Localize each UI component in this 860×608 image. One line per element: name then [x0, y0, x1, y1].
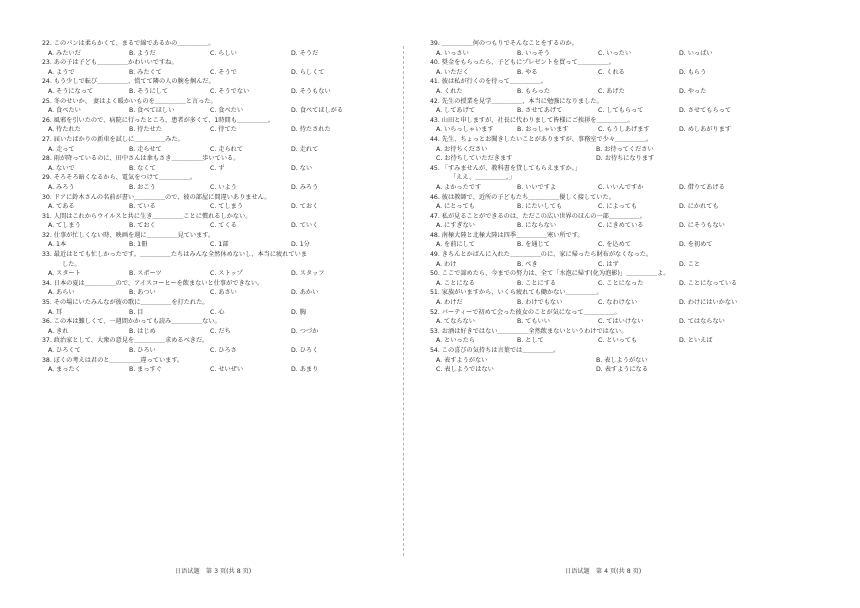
answer-option: D. あかい	[291, 289, 319, 297]
question-text: 39. ＿＿＿＿＿何のつもりでそんなことをするのか。	[430, 40, 578, 47]
answer-option: D. 胸	[291, 308, 306, 316]
answer-option: C. らしい	[210, 49, 237, 57]
answer-option: D. ていく	[291, 222, 319, 230]
answer-option: B. はじめ	[129, 327, 156, 335]
answer-option: A. くれた	[436, 87, 463, 95]
question-text: 32. 仕事が忙しくない時、映画を週に＿＿＿＿＿見ています。	[42, 231, 215, 239]
answer-option: B. として	[517, 337, 544, 345]
answer-option: B. いっそう	[517, 49, 550, 57]
answer-option: C. ことになった	[598, 279, 644, 287]
answer-option: C. お待ちしていただきます	[436, 155, 513, 163]
answer-option: D. お待ちになります	[596, 155, 655, 163]
question-text: 38. ぼくの考えは君のと＿＿＿＿＿違っています。	[42, 356, 184, 364]
question-text: 43. 山田と申しますが、社長に代わりまして皆様にご挨拶を＿＿＿＿＿。	[430, 116, 634, 124]
answer-option: D. ひろく	[291, 347, 319, 354]
left-page	[42, 40, 430, 376]
question-text: 22. このパンは柔らかくて、まるで綿であるかの＿＿＿＿＿。	[42, 40, 215, 47]
answer-option: A. ひろくて	[48, 347, 81, 354]
question-text: 35. その場にいたみんなが彼の歌に＿＿＿＿＿を打たれた。	[42, 299, 209, 307]
question-text: 50. ここで諦めたら、今までの努力は、全て「水泡に帰す(化为泡影)」＿＿＿＿＿よ。	[430, 270, 670, 278]
answer-options	[430, 69, 818, 79]
answer-option: B. べき	[517, 260, 538, 268]
question-text: 53. お酒は好きではない＿＿＿＿＿全然飲まないというわけではない。	[430, 327, 628, 335]
question-text: 30. ドアに鈴木さんの名前が書い＿＿＿＿＿ので、彼の部屋に間違いありません。	[42, 193, 271, 201]
answer-option: A. いらっしゃいます	[436, 126, 494, 134]
answer-option: C. はず	[598, 260, 619, 268]
answer-options	[430, 299, 818, 309]
answer-option: B. 表しようがない	[596, 356, 648, 364]
answer-option: D. つづか	[291, 327, 319, 335]
answer-options	[42, 107, 430, 117]
answer-option: D. といえば	[679, 337, 713, 345]
answer-option: D. 待たされた	[291, 126, 331, 134]
answer-option: D. そうだ	[291, 49, 319, 57]
answer-option: D. させてもらって	[679, 107, 732, 115]
answer-options	[42, 270, 430, 280]
answer-option: C. そうで	[210, 68, 237, 76]
answer-option: C. といっても	[598, 337, 638, 345]
answer-option: A. まったく	[48, 366, 81, 374]
footer-left: 日语试题 第 3 页(共 8 页)	[175, 568, 252, 575]
answer-options	[430, 126, 818, 136]
answer-option: D. めしあがります	[679, 126, 732, 134]
answer-option: A. にすぎない	[436, 222, 475, 230]
answer-option: A. きれ	[48, 327, 69, 335]
answer-option: B. 目	[129, 308, 144, 316]
answer-options	[430, 184, 818, 194]
answer-option: A. してあげて	[436, 107, 475, 115]
answer-option: C. てくる	[210, 222, 237, 230]
answer-options	[42, 241, 430, 251]
answer-options	[42, 146, 430, 156]
answer-options	[430, 88, 818, 98]
answer-option: A. よかったです	[436, 183, 482, 191]
answer-option: A. わけだ	[436, 299, 463, 307]
footer-right: 日语试题 第 4 页(共 8 页)	[565, 568, 642, 575]
answer-option: B. まっすぐ	[129, 366, 162, 374]
answer-options	[430, 222, 818, 232]
answer-option: D. もらう	[679, 68, 707, 76]
answer-option: C. くれる	[598, 68, 625, 76]
answer-option: B. お待ってください	[596, 145, 654, 153]
answer-option: C. 心	[210, 308, 225, 316]
answer-options	[42, 203, 430, 213]
answer-options	[430, 203, 818, 213]
answer-option: C. せいぜい	[210, 366, 244, 374]
answer-option: A. にとっても	[436, 203, 475, 211]
answer-option: B. ひろい	[129, 347, 156, 354]
answer-option: A. 食べたい	[48, 107, 81, 115]
answer-option: B. やる	[517, 68, 538, 76]
answer-option: D. 表すようになる	[596, 366, 649, 374]
question-text: 48. 南極大陸と北極大陸は四季＿＿＿＿＿寒い所です。	[430, 231, 584, 239]
question-text: 34. 日本の夏は＿＿＿＿＿ので、アイスコーヒーを飲まないと仕事ができない。	[42, 279, 264, 287]
answer-option: C. 食べたい	[210, 107, 244, 115]
question-text: 45. 「すみませんが、教科書を貸してもらえますか。」	[430, 164, 582, 172]
answer-option: D. みろう	[291, 183, 319, 191]
answer-option: B. てもいい	[517, 318, 550, 326]
answer-option: A. お待ちください	[436, 145, 488, 153]
answer-option: D. わけにはいかない	[679, 299, 738, 307]
question-text: 33. 最近はとても忙しかったです。＿＿＿＿＿たちはみんな全然休めないし、本当に疲れていま	[42, 251, 307, 259]
answer-option: A. てしまう	[48, 222, 81, 230]
answer-option: C. 1部	[210, 241, 229, 249]
answer-options	[430, 50, 818, 60]
answer-option: B. にたいしても	[517, 203, 563, 211]
question-text: 42. 先生の授業を見学＿＿＿＿＿、本当に勉強になりました。	[430, 97, 603, 105]
answer-option: D. あまり	[291, 366, 319, 374]
answer-option: C. いいんですか	[598, 183, 644, 191]
answer-options	[42, 347, 430, 357]
answer-option: C. てはいけない	[598, 318, 644, 326]
answer-option: D. 走れて	[291, 145, 319, 153]
answer-option: B. ようだ	[129, 49, 156, 57]
answer-option: A. を前にして	[436, 241, 475, 249]
question-continuation: した。	[62, 260, 81, 268]
answer-option: B. ている	[129, 203, 156, 211]
answer-option: B. スポーツ	[129, 270, 162, 278]
answer-option: B. にならない	[517, 222, 557, 230]
answer-option: C. を込めて	[598, 241, 632, 249]
answer-option: A. ことになる	[436, 279, 475, 287]
answer-option: B. 1冊	[129, 241, 148, 249]
answer-option: B. おこう	[129, 183, 156, 191]
answer-option: B. を通じて	[517, 241, 550, 249]
answer-option: B. ことにする	[517, 279, 557, 287]
answer-option: A. ないで	[48, 164, 75, 172]
question-text: 26. 風邪を引いたので、病院に行ったところ、患者が多くて、1時間も＿＿＿＿＿。	[42, 116, 275, 124]
answer-option: D. ことになっている	[679, 279, 738, 287]
answer-options	[42, 289, 430, 299]
answer-options	[42, 309, 430, 319]
answer-option: C. ひろさ	[210, 347, 237, 354]
answer-option: C. にきめている	[598, 222, 644, 230]
answer-option: C. もうしあげます	[598, 126, 650, 134]
answer-option: A. てならない	[436, 318, 475, 326]
question-text: 47. 私が見ることができるのは、ただこの広い世界のほんの一部＿＿＿＿＿。	[430, 212, 646, 220]
answer-option: B. みたくて	[129, 68, 162, 76]
question-text: 36. この本は難しくて、一週間かかっても読み＿＿＿＿＿ない。	[42, 318, 221, 326]
answer-option: B. ておく	[129, 222, 156, 230]
answer-option: D. そうもない	[291, 87, 331, 95]
answer-option: C. 待てた	[210, 126, 237, 134]
question-text: 40. 奨金をもらったら、子どもにプレゼントを買って＿＿＿＿＿。	[430, 59, 615, 67]
answer-option: C. てしまう	[210, 203, 244, 211]
answer-option: B. 走らせて	[129, 145, 162, 153]
answer-option: A. みろう	[48, 183, 75, 191]
answer-option: A. わけ	[436, 260, 457, 268]
question-text: 37. 政治家として、大衆の意見を＿＿＿＿＿求めるべきだ。	[42, 337, 209, 345]
answer-option: B. おっしゃいます	[517, 126, 569, 134]
answer-option: C. ストップ	[210, 270, 243, 278]
answer-options	[430, 146, 818, 165]
answer-options	[42, 222, 430, 232]
question-text: 28. 雨が降っているのに、田中さんは傘もさき＿＿＿＿＿歩いている。	[42, 155, 240, 163]
answer-option: C. あさい	[210, 289, 237, 297]
answer-options	[430, 337, 818, 347]
answer-options	[430, 357, 818, 376]
question-text: 49. きちんとかばんに入れた＿＿＿＿＿のに、家に帰ったら財布がなくなった。	[430, 251, 653, 259]
question-text: 41. 彼は私が行くのを待って＿＿＿＿＿。	[430, 78, 547, 86]
answer-option: A. 待たれた	[48, 126, 81, 134]
right-page	[430, 40, 818, 376]
answer-option: C. 走られて	[210, 145, 244, 153]
question-continuation: 「ええ、＿＿＿＿＿。」	[450, 174, 516, 182]
answer-option: D. てはならない	[679, 318, 725, 326]
question-text: 31. 人間はこれからウイルスと共に生き＿＿＿＿＿ことに慣れるしかない。	[42, 212, 252, 220]
answer-options	[42, 366, 430, 376]
answer-options	[42, 126, 430, 136]
question-text: 23. あの子は子ども＿＿＿＿＿かわいいですね。	[42, 59, 178, 67]
answer-option: C. だち	[210, 327, 231, 335]
answer-option: A. ようで	[48, 68, 75, 76]
answer-option: B. 食べてほしい	[129, 107, 175, 115]
answer-options	[42, 165, 430, 175]
answer-option: C. あげた	[598, 87, 625, 95]
answer-option: A. そうになって	[48, 87, 94, 95]
answer-option: D. にかれても	[679, 203, 719, 211]
answer-option: A. 表すようがない	[436, 356, 488, 364]
answer-option: D. にそうもない	[679, 222, 725, 230]
answer-option: D. ておく	[291, 203, 319, 211]
question-text: 44. 先生、ちょっとお聞きしたいことがありますが、事務室で少々＿＿＿＿＿。	[430, 135, 653, 143]
answer-options	[42, 69, 430, 79]
answer-option: A. 走って	[48, 145, 75, 153]
question-text: 46. 彼は教師で、近所の子どもたち＿＿＿＿＿優しく接していた。	[430, 193, 615, 201]
answer-option: C. 表しようではない	[436, 366, 494, 374]
answer-option: C. によっても	[598, 203, 638, 211]
question-text: 52. パーティーで初めて会った彼女のことが気になって＿＿＿＿＿。	[430, 308, 621, 316]
answer-option: D. 借りてあげる	[679, 183, 725, 191]
question-text: 29. そろそろ暗くなるから、電気をつけて＿＿＿＿＿。	[42, 174, 197, 182]
answer-option: D. を初めて	[679, 241, 713, 249]
answer-option: D. 1分	[291, 241, 310, 249]
answer-option: A. てある	[48, 203, 75, 211]
question-text: 25. 冬のせいか、 妻はよく暖かいものを＿＿＿＿＿と言った。	[42, 97, 217, 105]
answer-options	[430, 107, 818, 117]
answer-options	[430, 280, 818, 290]
answer-option: C. なわけない	[598, 299, 638, 307]
answer-option: B. 待たせた	[129, 126, 162, 134]
answer-option: C. そうでない	[210, 87, 250, 95]
answer-option: A. 1本	[48, 241, 67, 249]
answer-option: C. してもらって	[598, 107, 644, 115]
answer-option: D. こと	[679, 260, 701, 268]
answer-option: B. もらった	[517, 87, 550, 95]
answer-option: B. あつい	[129, 289, 156, 297]
answer-option: D. らしくて	[291, 68, 325, 76]
answer-option: B. させてあげて	[517, 107, 563, 115]
question-text: 51. 家族がいますから、いくら疲れても働かない＿＿＿＿＿。	[430, 289, 603, 297]
answer-option: B. いいですよ	[517, 183, 557, 191]
answer-option: B. そうにして	[129, 87, 169, 95]
answer-option: A. あらい	[48, 289, 75, 297]
answer-option: D. スタッフ	[291, 270, 325, 278]
answer-options	[430, 261, 818, 271]
answer-option: A. いただく	[436, 68, 469, 76]
question-text: 24. もう少しで転び＿＿＿＿＿、慌てて隣の人の腕を掴んだ。	[42, 78, 215, 86]
answer-option: A. みたいだ	[48, 49, 81, 57]
answer-option: D. ない	[291, 164, 313, 172]
answer-options	[42, 50, 430, 60]
question-text: 27. 届いたばかりの新車を試しに＿＿＿＿＿みた。	[42, 135, 184, 143]
answer-options	[42, 184, 430, 194]
answer-options	[42, 88, 430, 98]
answer-option: A. いっさい	[436, 49, 469, 57]
answer-options	[42, 328, 430, 338]
answer-option: B. なくて	[129, 164, 156, 172]
question-text: 54. この喜びの気持ちは言葉では＿＿＿＿＿。	[430, 347, 560, 354]
answer-option: C. いよう	[210, 183, 237, 191]
page-divider	[403, 46, 404, 556]
answer-option: A. スタート	[48, 270, 81, 278]
answer-option: D. 食べてほしがる	[291, 107, 344, 115]
answer-option: D. やった	[679, 87, 707, 95]
answer-option: C. ず	[210, 164, 225, 172]
answer-options	[430, 318, 818, 328]
answer-option: A. といったら	[436, 337, 475, 345]
answer-option: C. いったい	[598, 49, 632, 57]
answer-options	[430, 241, 818, 251]
answer-option: D. いっぱい	[679, 49, 713, 57]
answer-option: A. 耳	[48, 308, 63, 316]
answer-option: B. わけでもない	[517, 299, 563, 307]
